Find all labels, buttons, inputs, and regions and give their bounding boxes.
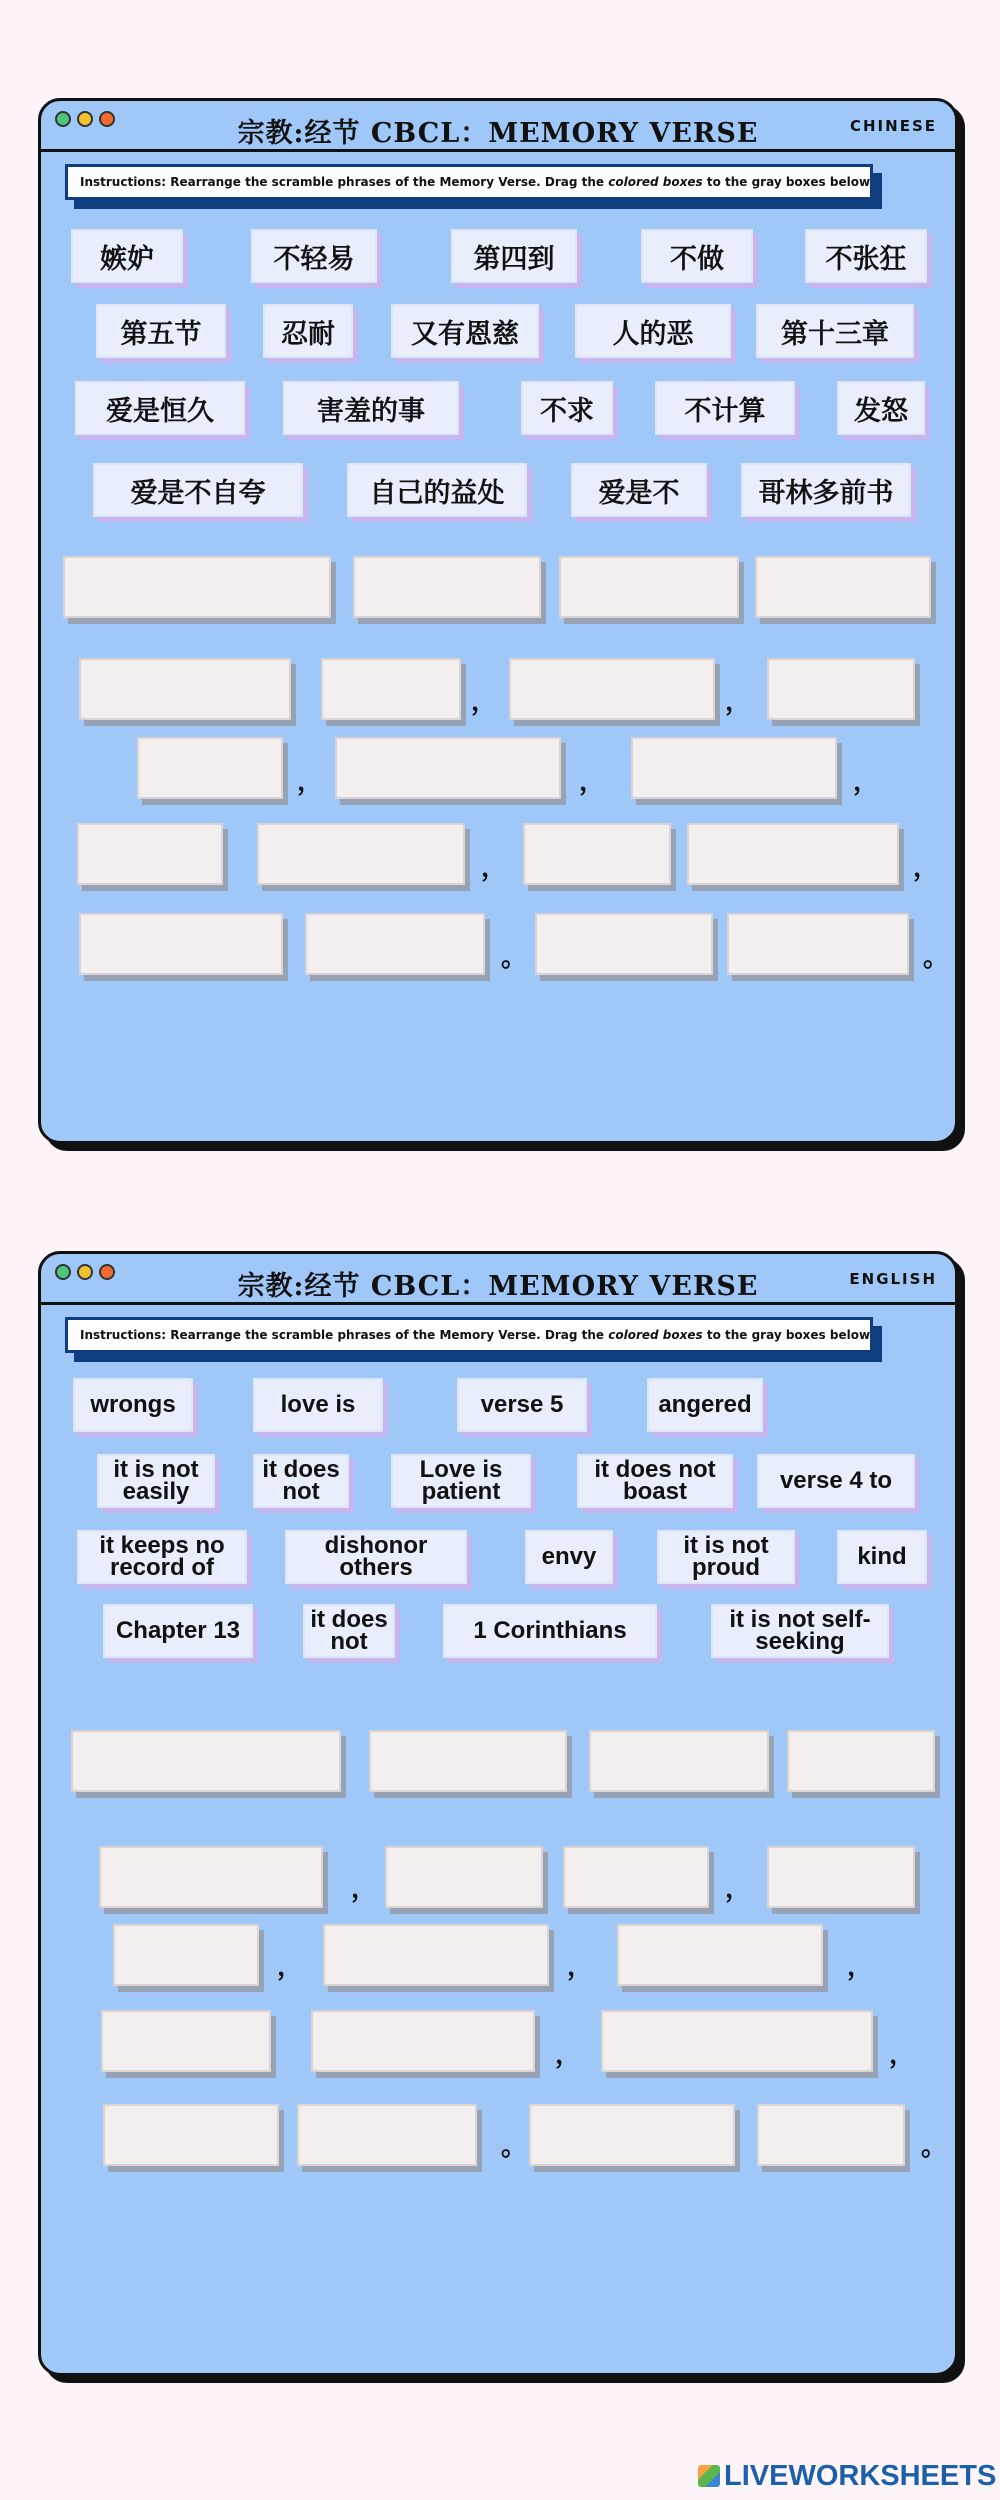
phrase-chip[interactable]: dishonor others <box>285 1530 467 1584</box>
window-titlebar <box>41 101 955 152</box>
language-label: ENGLISH <box>849 1270 937 1288</box>
phrase-chip[interactable]: 哥林多前书 <box>741 463 911 517</box>
phrase-chip[interactable]: wrongs <box>73 1378 193 1432</box>
drop-target-box[interactable] <box>257 823 465 885</box>
instruction-emphasis: colored boxes <box>608 175 703 189</box>
phrase-chip[interactable]: 第四到 <box>451 229 577 283</box>
drop-target-box[interactable] <box>563 1846 709 1908</box>
instruction-text-end: to the gray boxes below <box>702 175 871 189</box>
drop-target-box[interactable] <box>601 2010 873 2072</box>
brand-name: LIVEWORKSHEETS <box>724 2460 997 2492</box>
drop-target-box[interactable] <box>297 2104 477 2166</box>
phrase-chip[interactable]: 不做 <box>641 229 753 283</box>
drop-target-box[interactable] <box>589 1730 769 1792</box>
phrase-chip[interactable]: envy <box>525 1530 613 1584</box>
phrase-chip[interactable]: 嫉妒 <box>71 229 183 283</box>
instructions-box <box>65 1317 873 1353</box>
punctuation-mark: ， <box>913 853 940 883</box>
phrase-chip[interactable]: it does not <box>253 1454 349 1508</box>
punctuation-mark: ， <box>725 1874 752 1904</box>
phrase-chip[interactable]: 第十三章 <box>756 304 914 358</box>
instructions-box <box>65 164 873 200</box>
phrase-chip[interactable]: it is not easily <box>97 1454 215 1508</box>
drop-target-box[interactable] <box>77 823 223 885</box>
phrase-chip[interactable]: it does not boast <box>577 1454 733 1508</box>
phrase-chip[interactable]: 第五节 <box>96 304 226 358</box>
drop-target-box[interactable] <box>687 823 899 885</box>
phrase-chip[interactable]: 害羞的事 <box>283 381 459 435</box>
drop-target-box[interactable] <box>137 737 283 799</box>
phrase-chip[interactable]: verse 5 <box>457 1378 587 1432</box>
instruction-text: Instructions: Rearrange the scramble phrases of the Memory Verse. Drag the <box>80 1328 609 1342</box>
drop-target-box[interactable] <box>311 2010 535 2072</box>
punctuation-mark: ， <box>555 2040 582 2070</box>
phrase-chip[interactable]: 爱是不自夸 <box>93 463 303 517</box>
drop-target-box[interactable] <box>523 823 671 885</box>
phrase-chip[interactable]: 不轻易 <box>251 229 377 283</box>
drop-target-box[interactable] <box>617 1924 823 1986</box>
punctuation-mark: ， <box>567 1952 594 1982</box>
phrase-chip[interactable]: it keeps no record of <box>77 1530 247 1584</box>
punctuation-mark: 。 <box>501 943 528 973</box>
punctuation-mark: ， <box>579 767 606 797</box>
phrase-chip[interactable]: it does not <box>303 1604 395 1658</box>
drop-target-box[interactable] <box>757 2104 905 2166</box>
drop-target-box[interactable] <box>79 658 291 720</box>
drop-target-box[interactable] <box>101 2010 271 2072</box>
punctuation-mark: ， <box>725 687 752 717</box>
phrase-chip[interactable]: 发怒 <box>837 381 925 435</box>
phrase-chip[interactable]: love is <box>253 1378 383 1432</box>
phrase-chip[interactable]: verse 4 to <box>757 1454 915 1508</box>
instruction-text-end: to the gray boxes below <box>702 1328 871 1342</box>
drop-target-box[interactable] <box>63 556 331 618</box>
phrase-chip[interactable]: 爱是不 <box>571 463 707 517</box>
phrase-chip[interactable]: 1 Corinthians <box>443 1604 657 1658</box>
punctuation-mark: ， <box>277 1952 304 1982</box>
punctuation-mark: ， <box>351 1874 378 1904</box>
phrase-chip[interactable]: Chapter 13 <box>103 1604 253 1658</box>
drop-target-box[interactable] <box>305 913 485 975</box>
drop-target-box[interactable] <box>529 2104 735 2166</box>
drop-target-box[interactable] <box>103 2104 279 2166</box>
drop-target-box[interactable] <box>559 556 739 618</box>
phrase-chip[interactable]: 不计算 <box>655 381 795 435</box>
drop-target-box[interactable] <box>113 1924 259 1986</box>
drop-target-box[interactable] <box>631 737 837 799</box>
drop-target-box[interactable] <box>767 1846 915 1908</box>
drop-target-box[interactable] <box>767 658 915 720</box>
phrase-chip[interactable]: it is not self-seeking <box>711 1604 889 1658</box>
language-label: CHINESE <box>850 117 937 135</box>
phrase-chip[interactable]: 不求 <box>521 381 613 435</box>
punctuation-mark: ， <box>889 2040 916 2070</box>
punctuation-mark: ， <box>297 767 324 797</box>
drop-target-box[interactable] <box>71 1730 341 1792</box>
phrase-chip[interactable]: 人的恶 <box>575 304 731 358</box>
english-worksheet-panel <box>38 1251 958 2376</box>
drop-target-box[interactable] <box>369 1730 567 1792</box>
punctuation-mark: 。 <box>923 943 950 973</box>
drop-target-box[interactable] <box>727 913 909 975</box>
punctuation-mark: ， <box>471 687 498 717</box>
drop-target-box[interactable] <box>787 1730 935 1792</box>
phrase-chip[interactable]: 自己的益处 <box>347 463 527 517</box>
drop-target-box[interactable] <box>353 556 541 618</box>
phrase-chip[interactable]: 忍耐 <box>263 304 353 358</box>
punctuation-mark: ， <box>853 767 880 797</box>
phrase-chip[interactable]: kind <box>837 1530 927 1584</box>
drop-target-box[interactable] <box>335 737 561 799</box>
page-title: 宗教:经节 CBCL：MEMORY VERSE <box>237 118 759 149</box>
instruction-text: Instructions: Rearrange the scramble phrases of the Memory Verse. Drag the <box>80 175 609 189</box>
drop-target-box[interactable] <box>509 658 715 720</box>
drop-target-box[interactable] <box>535 913 713 975</box>
instruction-emphasis: colored boxes <box>608 1328 703 1342</box>
page-title: 宗教:经节 CBCL：MEMORY VERSE <box>237 1271 759 1302</box>
chinese-worksheet-panel <box>38 98 958 1144</box>
drop-target-box[interactable] <box>323 1924 549 1986</box>
drop-target-box[interactable] <box>385 1846 543 1908</box>
drop-target-box[interactable] <box>755 556 931 618</box>
drop-target-box[interactable] <box>79 913 283 975</box>
phrase-chip[interactable]: 不张狂 <box>805 229 927 283</box>
phrase-chip[interactable]: 又有恩慈 <box>391 304 539 358</box>
punctuation-mark: 。 <box>921 2132 948 2162</box>
window-titlebar <box>41 1254 955 1305</box>
drop-target-box[interactable] <box>321 658 461 720</box>
punctuation-mark: ， <box>481 853 508 883</box>
phrase-chip[interactable]: 爱是恒久 <box>75 381 245 435</box>
phrase-chip[interactable]: Love is patient <box>391 1454 531 1508</box>
liveworksheets-logo[interactable] <box>698 2460 996 2493</box>
punctuation-mark: 。 <box>501 2132 528 2162</box>
liveworksheets-logo-icon <box>698 2465 720 2487</box>
phrase-chip[interactable]: angered <box>647 1378 763 1432</box>
phrase-chip[interactable]: it is not proud <box>657 1530 795 1584</box>
punctuation-mark: ， <box>847 1952 874 1982</box>
drop-target-box[interactable] <box>99 1846 323 1908</box>
